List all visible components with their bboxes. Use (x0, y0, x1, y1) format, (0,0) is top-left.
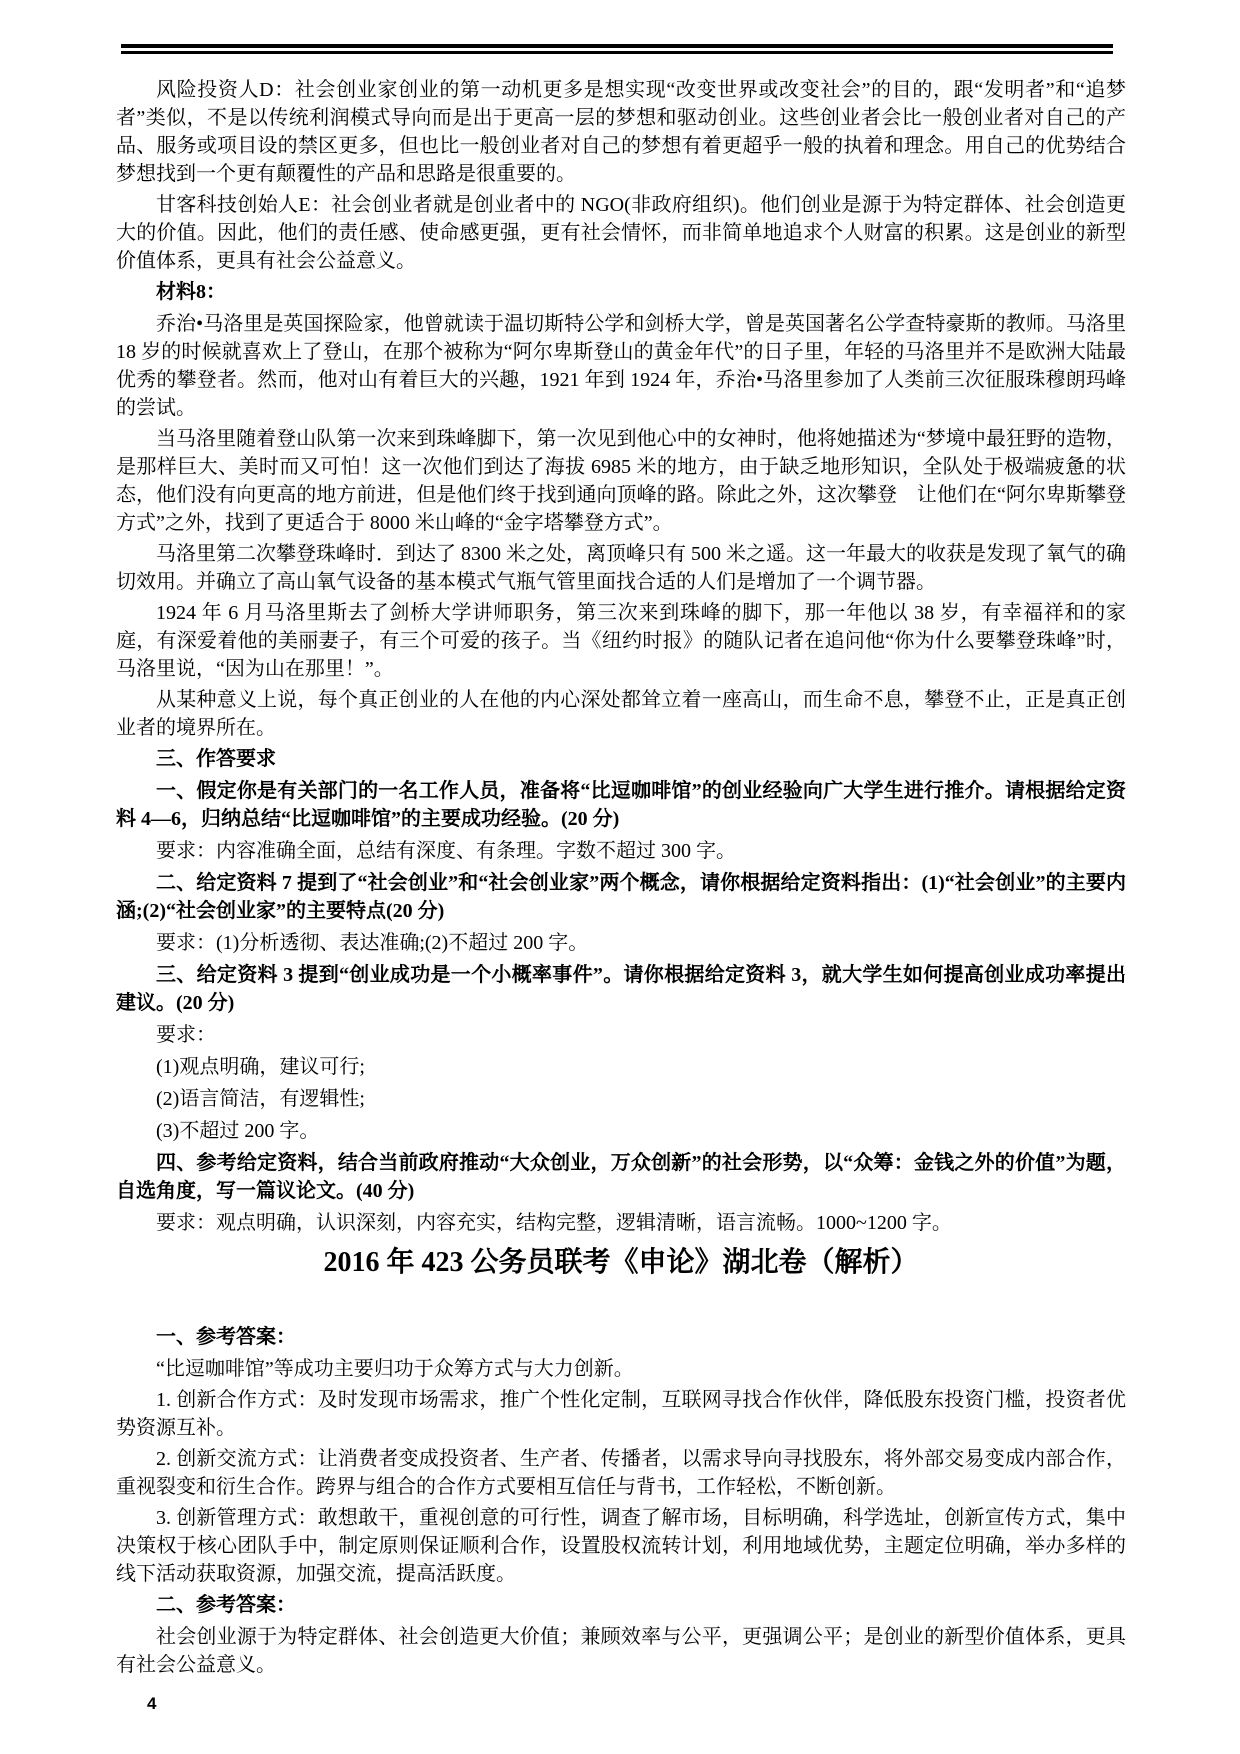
section-heading: 三、作答要求 (156, 748, 276, 770)
answer-paragraph: 1. 创新合作方式：及时发现市场需求，推广个性化定制，互联网寻找合作伙伴，降低股东投资门槛，投资者优势资源互补。 (116, 1389, 1126, 1439)
document-content (116, 76, 1126, 1682)
requirement-text: 要求：内容准确全面，总结有深度、有条理。字数不超过 300 字。 (156, 840, 736, 862)
requirement-text: 要求：(1)分析透彻、表达准确;(2)不超过 200 字。 (156, 932, 589, 954)
header-rule (121, 44, 1113, 54)
body-paragraph: 1924 年 6 月马洛里斯去了剑桥大学讲师职务，第三次来到珠峰的脚下，那一年他以 38 岁，有幸福祥和的家庭，有深爱着他的美丽妻子，有三个可爱的孩子。当《纽约时报》的随队记者在追问他“你为什么要攀登珠峰”时，马洛里说，“因为山在那里！”。 (116, 602, 1126, 680)
body-paragraph: 从某种意义上说，每个真正创业的人在他的内心深处都耸立着一座高山，而生命不息，攀登不止，正是真正创业者的境界所在。 (116, 689, 1126, 739)
body-paragraph: 当马洛里随着登山队第一次来到珠峰脚下，第一次见到他心中的女神时，他将她描述为“梦境中最狂野的造物，是那样巨大、美时而又可怕！这一次他们到达了海拔 6985 米的地方，由于缺乏地形知识，全队处于极端疲惫的状态，他们没有向更高的地方前进，但是他们终于找到通向顶峰的路。除此之外，这次攀登 让他们在“阿尔卑斯攀登方式”之外，找到了更适合于 8000 米山峰的“金字塔攀登方式”。 (116, 428, 1126, 534)
exam-title: 2016 年 423 公务员联考《申论》湖北卷（解析） (323, 1247, 919, 1278)
answer-paragraph: 社会创业源于为特定群体、社会创造更大价值；兼顾效率与公平，更强调公平；是创业的新型价值体系，更具有社会公益意义。 (116, 1626, 1126, 1676)
body-paragraph: 风险投资人D：社会创业家创业的第一动机更多是想实现“改变世界或改变社会”的目的，跟“发明者”和“追梦者”类似，不是以传统利润模式导向而是出于更高一层的梦想和驱动创业。这些创业者会比一般创业者对自己的产品、服务或项目设的禁区更多，但也比一般创业者对自己的梦想有着更超乎一般的执着和理念。用自己的优势结合梦想找到一个更有颠覆性的产品和思路是很重要的。 (116, 79, 1126, 185)
requirement-list-item: (2)语言简洁，有逻辑性; (156, 1088, 365, 1110)
question-item: 三、给定资料 3 提到“创业成功是一个小概率事件”。请你根据给定资料 3，就大学生如何提高创业成功率提出建议。(20 分) (116, 964, 1126, 1014)
requirement-text: 要求：观点明确，认识深刻，内容充实，结构完整，逻辑清晰，语言流畅。1000~1200 字。 (156, 1212, 952, 1234)
answer-paragraph: 3. 创新管理方式：敢想敢干，重视创意的可行性，调查了解市场，目标明确，科学选址，创新宣传方式，集中决策权于核心团队手中，制定原则保证顺利合作，设置股权流转计划，利用地域优势，主题定位明确，举办多样的线下活动获取资源，加强交流，提高活跃度。 (116, 1507, 1126, 1585)
answer-paragraph: 2. 创新交流方式：让消费者变成投资者、生产者、传播者，以需求导向寻找股东，将外部交易变成内部合作，重视裂变和衍生合作。跨界与组合的合作方式要相互信任与背书，工作轻松，不断创新。 (116, 1448, 1126, 1498)
requirement-text: 要求： (156, 1024, 216, 1046)
answer-heading: 二、参考答案： (156, 1594, 296, 1616)
question-item: 二、给定资料 7 提到了“社会创业”和“社会创业家”两个概念，请你根据给定资料指出：(1)“社会创业”的主要内涵;(2)“社会创业家”的主要特点(20 分) (116, 872, 1126, 922)
body-paragraph: 马洛里第二次攀登珠峰时．到达了 8300 米之处，离顶峰只有 500 米之遥。这一年最大的收获是发现了氧气的确切效用。并确立了高山氧气设备的基本模式气瓶气管里面找合适的人们是增加了一个调节器。 (116, 543, 1126, 593)
question-item: 四、参考给定资料，结合当前政府推动“大众创业，万众创新”的社会形势，以“众筹：金钱之外的价值”为题，自选角度，写一篇议论文。(40 分) (116, 1152, 1126, 1202)
requirement-list-item: (3)不超过 200 字。 (156, 1120, 320, 1142)
answer-heading: 一、参考答案： (156, 1326, 296, 1348)
body-paragraph: 乔治•马洛里是英国探险家，他曾就读于温切斯特公学和剑桥大学，曾是英国著名公学查特豪斯的教师。马洛里 18 岁的时候就喜欢上了登山，在那个被称为“阿尔卑斯登山的黄金年代”的日子里，年轻的马洛里并不是欧洲大陆最优秀的攀登者。然而，他对山有着巨大的兴趣，1921 年到 1924 年，乔治•马洛里参加了人类前三次征服珠穆朗玛峰的尝试。 (116, 313, 1126, 419)
material-heading: 材料8： (156, 281, 226, 303)
body-paragraph: 甘客科技创始人E：社会创业者就是创业者中的 NGO(非政府组织)。他们创业是源于为特定群体、社会创造更大的价值。因此，他们的责任感、使命感更强，更有社会情怀，而非简单地追求个人财富的积累。这是创业的新型价值体系，更具有社会公益意义。 (116, 194, 1126, 272)
answer-paragraph: “比逗咖啡馆”等成功主要归功于众筹方式与大力创新。 (156, 1358, 634, 1380)
requirement-list-item: (1)观点明确，建议可行; (156, 1056, 365, 1078)
question-item: 一、假定你是有关部门的一名工作人员，准备将“比逗咖啡馆”的创业经验向广大学生进行推介。请根据给定资料 4—6，归纳总结“比逗咖啡馆”的主要成功经验。(20 分) (116, 780, 1126, 830)
page-number: 4 (147, 1694, 157, 1713)
